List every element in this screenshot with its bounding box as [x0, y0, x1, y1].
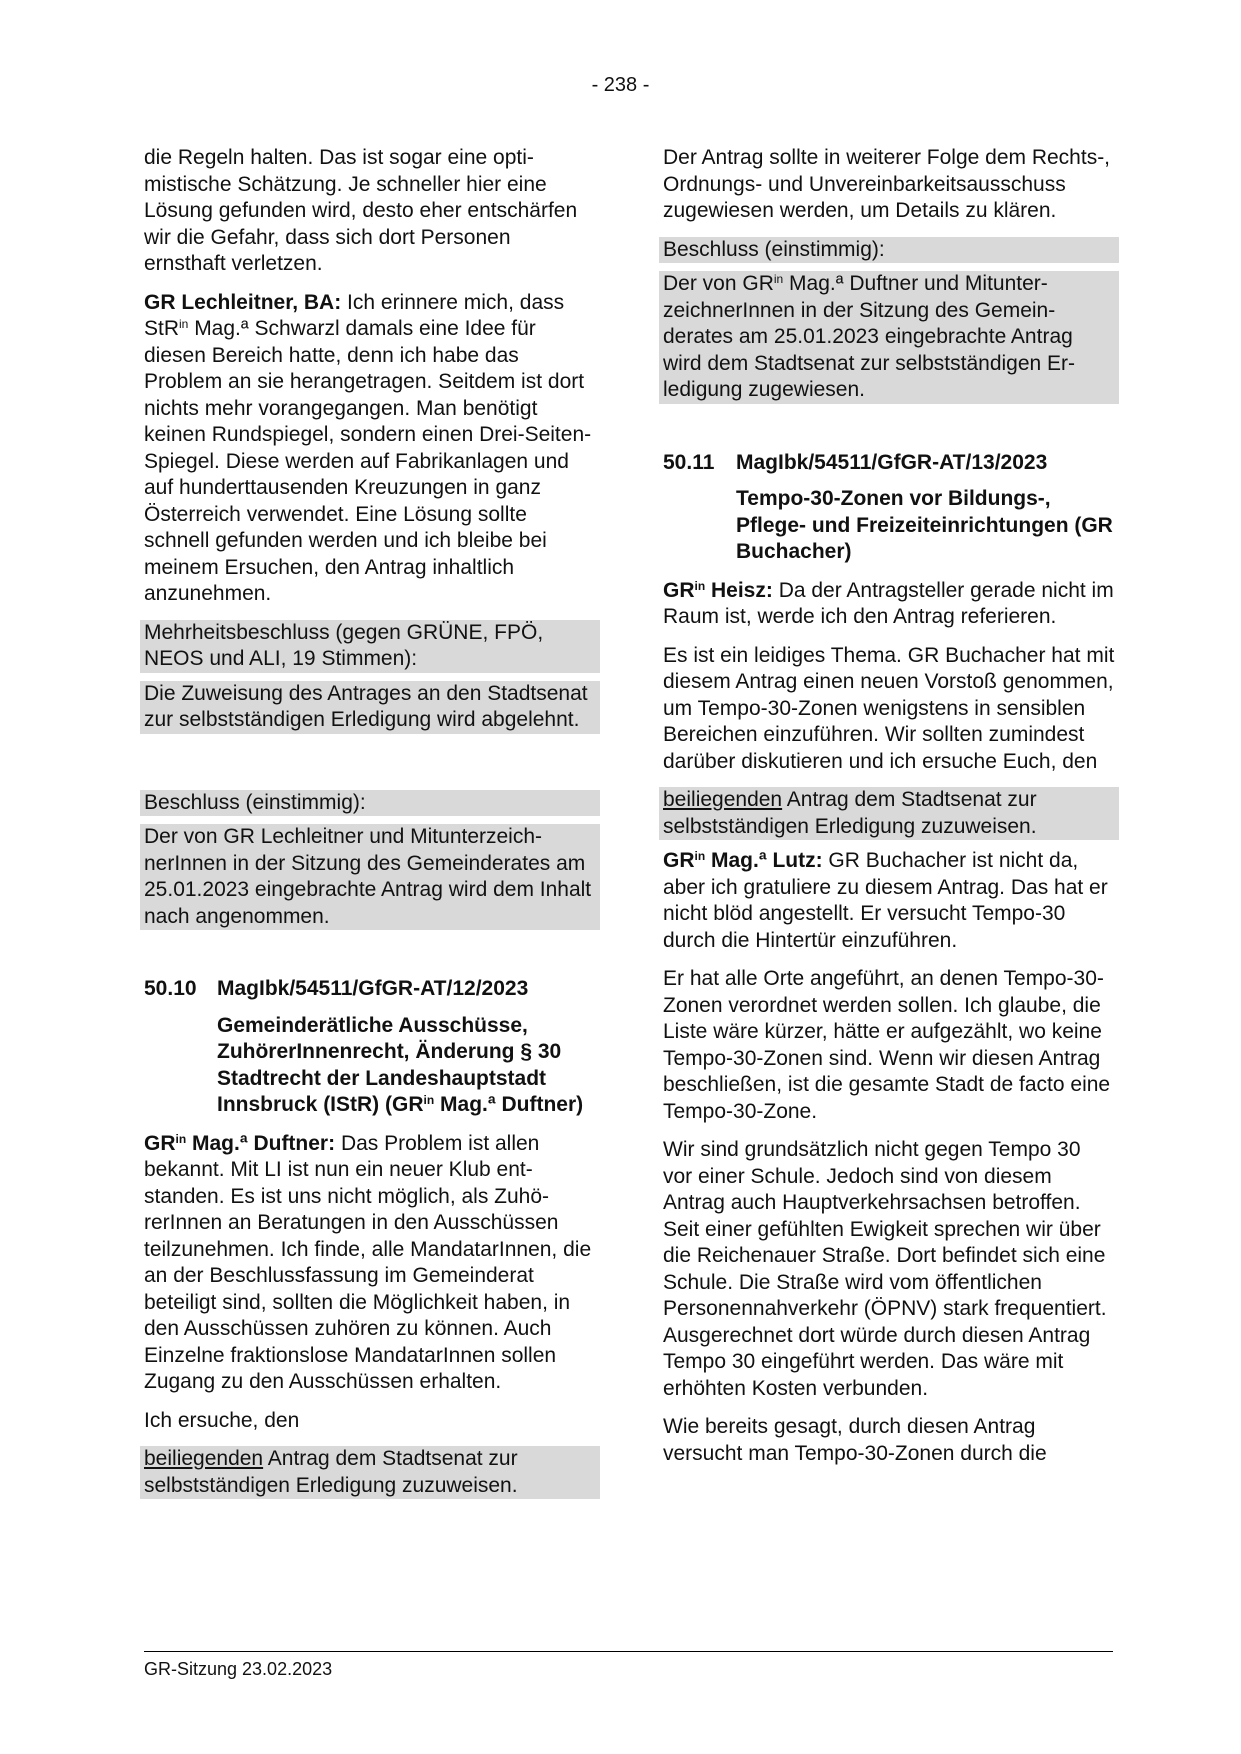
speaker-lutz: $GR^{in}$ Mag.ª Lutz: [663, 849, 823, 872]
agenda-heading-50-10 [144, 976, 596, 1003]
agenda-number: 50.11 [663, 450, 715, 474]
left-request-box: beiliegenden Antrag dem Stadtsenat zur selbstständigen Erledigung zuzuweisen. [140, 1446, 600, 1499]
beiliegenden-link[interactable]: beiliegenden [144, 1447, 264, 1470]
agenda-number: 50.10 [144, 977, 197, 1000]
footer-divider [144, 1651, 1113, 1652]
speaker-heisz: $GR^{in}$ Heisz: [663, 578, 773, 602]
left-paragraph-1: die Regeln halten. Das ist sogar eine optimistische Schätzung. Je schneller hier eine Lösung gefunden wird, desto eher entschärfen wir die Gefahr, dass sich dort Personen ernsthaft verletzen. [144, 146, 578, 275]
right-paragraph-3: Es ist ein leidiges Thema. GR Buchacher hat mit diesem Antrag einen neuen Vorstoß genommen, um Tempo-30-Zonen wenigstens in sensiblen Bereichen einzuführen. Wir sollten zumindest darüber diskutieren und ich ersuche Euch, den [663, 643, 1115, 773]
page-number: - 238 - [591, 74, 650, 96]
right-vote-title: Beschluss (einstimmig): [659, 237, 1119, 264]
majority-vote-text: Die Zuweisung des Antrages an den Stadtsenat zur selbstständigen Erledigung wird abgelehnt. [140, 681, 600, 734]
left-paragraph-duftner: $GR^{in}$ Mag.ª Duftner: Das Problem ist allen bekannt. Mit LI ist nun ein neuer Klub entstanden. Es ist uns nicht möglich, als ZuhörerInnen an Beratungen in den Ausschüssen teilzunehmen. Ich finde, alle MandatarInnen, die an der Beschlussfassung im Gemeinderat beteiligt sind, sollten die Möglichkeit haben, in den Ausschüssen zuhören zu können. Auch Einzelne fraktionslose MandatarInnen sollen Zugang zu den Ausschüssen erhalten. [144, 1131, 592, 1393]
left-column [144, 145, 596, 1507]
agenda-heading-50-11 [663, 450, 1115, 477]
unanimous-vote-title: Beschluss (einstimmig): [140, 790, 600, 817]
footer-session-date: GR-Sitzung 23.02.2023 [144, 1659, 333, 1679]
right-request-box: beiliegenden Antrag dem Stadtsenat zur selbstständigen Erledigung zuzuweisen. [659, 787, 1119, 840]
left-paragraph-request: Ich ersuche, den [144, 1408, 300, 1432]
beiliegenden-link[interactable]: beiliegenden [663, 788, 783, 811]
speaker-duftner: $GR^{in}$ Mag.ª Duftner: [144, 1131, 336, 1155]
agenda-reference: MagIbk/54511/GfGR-AT/13/2023 [736, 450, 1048, 474]
right-paragraph-lutz: $GR^{in}$ Mag.ª Lutz: GR Buchacher ist nicht da, aber ich gratuliere zu diesem Antrag. Das hat er nicht blöd angestellt. Er versucht Tempo-30 durch die Hintertür einzuführen. [663, 849, 1108, 952]
right-column [663, 145, 1115, 1479]
right-paragraph-8: Wie bereits gesagt, durch diesen Antrag versucht man Tempo-30-Zonen durch die [663, 1415, 1047, 1465]
majority-vote-title: Mehrheitsbeschluss (gegen GRÜNE, FPÖ, NEOS und ALI, 19 Stimmen): [140, 620, 600, 673]
right-paragraph-1: Der Antrag sollte in weiterer Folge dem Rechts-, Ordnungs- und Unvereinbarkeitsausschuss zugewiesen werden, um Details zu klären. [663, 146, 1111, 222]
unanimous-vote-text: Der von GR Lechleitner und MitunterzeichnerInnen in der Sitzung des Gemeinderates am 25.01.2023 eingebrachte Antrag wird dem Inhalt nach angenommen. [140, 824, 600, 930]
agenda-title-50-11: Tempo-30-Zonen vor Bildungs-, Pflege- und Freizeiteinrichtungen (GR Buchacher) [736, 487, 1113, 563]
right-paragraph-heisz: $GR^{in}$ Heisz: Da der Antragsteller gerade nicht im Raum ist, werde ich den Antrag referieren. [663, 578, 1114, 628]
left-paragraph-lechleitner: GR Lechleitner, BA: Ich erinnere mich, dass StR$^{in}$ Mag.ª Schwarzl damals eine Idee für diesen Bereich hatte, denn ich habe das Problem an sie herangetragen. Seitdem ist dort nichts mehr vorangegangen. Man benötigt keinen Rundspiegel, sondern einen Drei-Seiten-Spiegel. Diese werden auf Fabrikanlagen und auf hunderttausenden Kreuzungen in ganz Österreich verwendet. Eine Lösung sollte schnell gefunden werden und ich bleibe bei meinem Ersuchen, den Antrag inhaltlich anzunehmen. [144, 290, 592, 605]
right-paragraph-6: Er hat alle Orte angeführt, an denen Tempo-30-Zonen verordnet werden sollen. Ich glaube, die Liste wäre kürzer, hätte er aufgezählt, wo keine Tempo-30-Zonen sind. Wenn wir diesen Antrag beschließen, ist die gesamte Stadt de facto eine Tempo-30-Zone. [663, 967, 1111, 1123]
agenda-title-50-10: Gemeinderätliche Ausschüsse, ZuhörerInnenrecht, Änderung § 30 Stadtrecht der Landeshauptstadt Innsbruck (IStR) ($GR^{in}$ Mag.ª Duftner) [217, 1013, 584, 1116]
speaker-lechleitner: GR Lechleitner, BA: [144, 290, 342, 314]
right-vote-text: Der von $GR^{in}$ Mag.ª Duftner und MitunterzeichnerInnen in der Sitzung des Gemeinderates am 25.01.2023 eingebrachte Antrag wird dem Stadtsenat zur selbstständigen Erledigung zugewiesen. [659, 271, 1119, 404]
agenda-reference: MagIbk/54511/GfGR-AT/12/2023 [217, 977, 529, 1000]
right-paragraph-7: Wir sind grundsätzlich nicht gegen Tempo 30 vor einer Schule. Jedoch sind von diesem Antrag auch Hauptverkehrsachsen betroffen. Seit einer gefühlten Ewigkeit sprechen wir über die Reichenauer Straße. Dort befindet sich eine Schule. Die Straße wird vom öffentlichen Personennahverkehr (ÖPNV) stark frequentiert. Ausgerechnet dort würde durch diesen Antrag Tempo 30 eingeführt werden. Das wäre mit erhöhten Kosten verbunden. [663, 1138, 1107, 1400]
